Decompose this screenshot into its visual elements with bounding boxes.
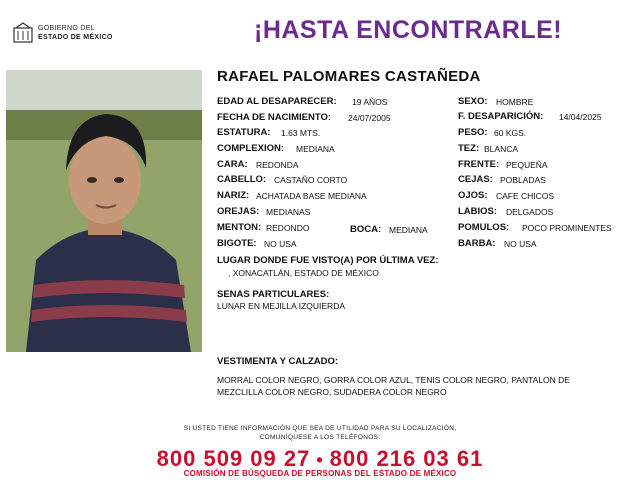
label-tez: TEZ: <box>458 143 480 154</box>
value-complexion: MEDIANA <box>296 144 335 154</box>
label-nacimiento: FECHA DE NACIMIENTO: <box>217 112 331 123</box>
state-emblem-icon <box>12 22 34 44</box>
value-cejas: POBLADAS <box>500 175 546 185</box>
label-edad: EDAD AL DESAPARECER: <box>217 96 337 107</box>
label-menton: MENTON: <box>217 222 262 233</box>
value-cabello: CASTAÑO CORTO <box>274 175 348 185</box>
value-barba: NO USA <box>504 239 537 249</box>
value-tez: BLANCA <box>484 144 519 154</box>
info-line-1: SI USTED TIENE INFORMACIÓN QUE SEA DE UTILIDAD PARA SU LOCALIZACIÓN, <box>183 425 457 432</box>
logo-text-line2: ESTADO DE MÉXICO <box>38 34 113 41</box>
label-cejas: CEJAS: <box>458 174 493 185</box>
value-menton: REDONDO <box>266 223 310 233</box>
value-last-seen: , XONACATLÁN, ESTADO DE MÉXICO <box>228 268 379 278</box>
clothing-line-2: MEZCLILLA COLOR NEGRO, SUDADERA COLOR NEGRO <box>217 387 447 397</box>
value-cara: REDONDA <box>256 160 299 170</box>
value-pomulos: POCO PROMINENTES <box>522 223 612 233</box>
label-boca: BOCA: <box>350 224 382 235</box>
label-ojos: OJOS: <box>458 190 488 201</box>
value-frente: PEQUEÑA <box>506 160 548 170</box>
value-sexo: HOMBRE <box>496 97 534 107</box>
label-bigote: BIGOTE: <box>217 238 257 249</box>
headline: ¡HASTA ENCONTRARLE! <box>254 16 563 44</box>
value-orejas: MEDIANAS <box>266 207 311 217</box>
label-cabello: CABELLO: <box>217 174 267 185</box>
commission-name: COMISIÓN DE BÚSQUEDA DE PERSONAS DEL ESTADO DE MÉXICO <box>183 469 457 478</box>
value-marks: LUNAR EN MEJILLA IZQUIERDA <box>217 301 346 311</box>
label-sexo: SEXO: <box>458 96 488 107</box>
value-bigote: NO USA <box>264 239 297 249</box>
value-edad: 19 AÑOS <box>352 97 388 107</box>
value-labios: DELGADOS <box>506 207 554 217</box>
label-marks: SENAS PARTICULARES: <box>217 289 330 300</box>
value-peso: 60 KGS. <box>494 128 527 138</box>
clothing-line-1: MORRAL COLOR NEGRO, GORRA COLOR AZUL, TENIS COLOR NEGRO, PANTALON DE <box>217 375 570 385</box>
value-desaparicion: 14/04/2025 <box>559 112 602 122</box>
value-nacimiento: 24/07/2005 <box>348 113 391 123</box>
label-estatura: ESTATURA: <box>217 127 271 138</box>
value-ojos: CAFE CHICOS <box>496 191 555 201</box>
label-pomulos: POMULOS: <box>458 222 510 233</box>
value-estatura: 1.63 MTS. <box>281 128 321 138</box>
label-last-seen: LUGAR DONDE FUE VISTO(A) POR ÚLTIMA VEZ: <box>217 255 439 266</box>
phone-2[interactable]: 800 216 03 61 <box>329 446 484 471</box>
missing-person-photo <box>6 70 202 352</box>
label-orejas: OREJAS: <box>217 206 260 217</box>
phone-1[interactable]: 800 509 09 27 <box>156 446 311 471</box>
label-peso: PESO: <box>458 127 488 138</box>
label-nariz: NARIZ: <box>217 190 250 201</box>
value-boca: MEDIANA <box>389 225 428 235</box>
government-logo <box>12 22 122 46</box>
phone-separator: • <box>316 450 324 470</box>
logo-text-line1: GOBIERNO DEL <box>38 25 95 32</box>
person-name: RAFAEL PALOMARES CASTAÑEDA <box>217 68 481 85</box>
label-frente: FRENTE: <box>458 159 500 170</box>
label-complexion: COMPLEXION: <box>217 143 285 154</box>
label-cara: CARA: <box>217 159 248 170</box>
info-line-2: COMUNÍQUESE A LOS TELÉFONOS: <box>259 434 381 441</box>
label-barba: BARBA: <box>458 238 496 249</box>
label-clothing: VESTIMENTA Y CALZADO: <box>217 356 339 367</box>
label-desaparicion: F. DESAPARICIÓN: <box>458 111 544 122</box>
label-labios: LABIOS: <box>458 206 498 217</box>
value-nariz: ACHATADA BASE MEDIANA <box>256 191 367 201</box>
